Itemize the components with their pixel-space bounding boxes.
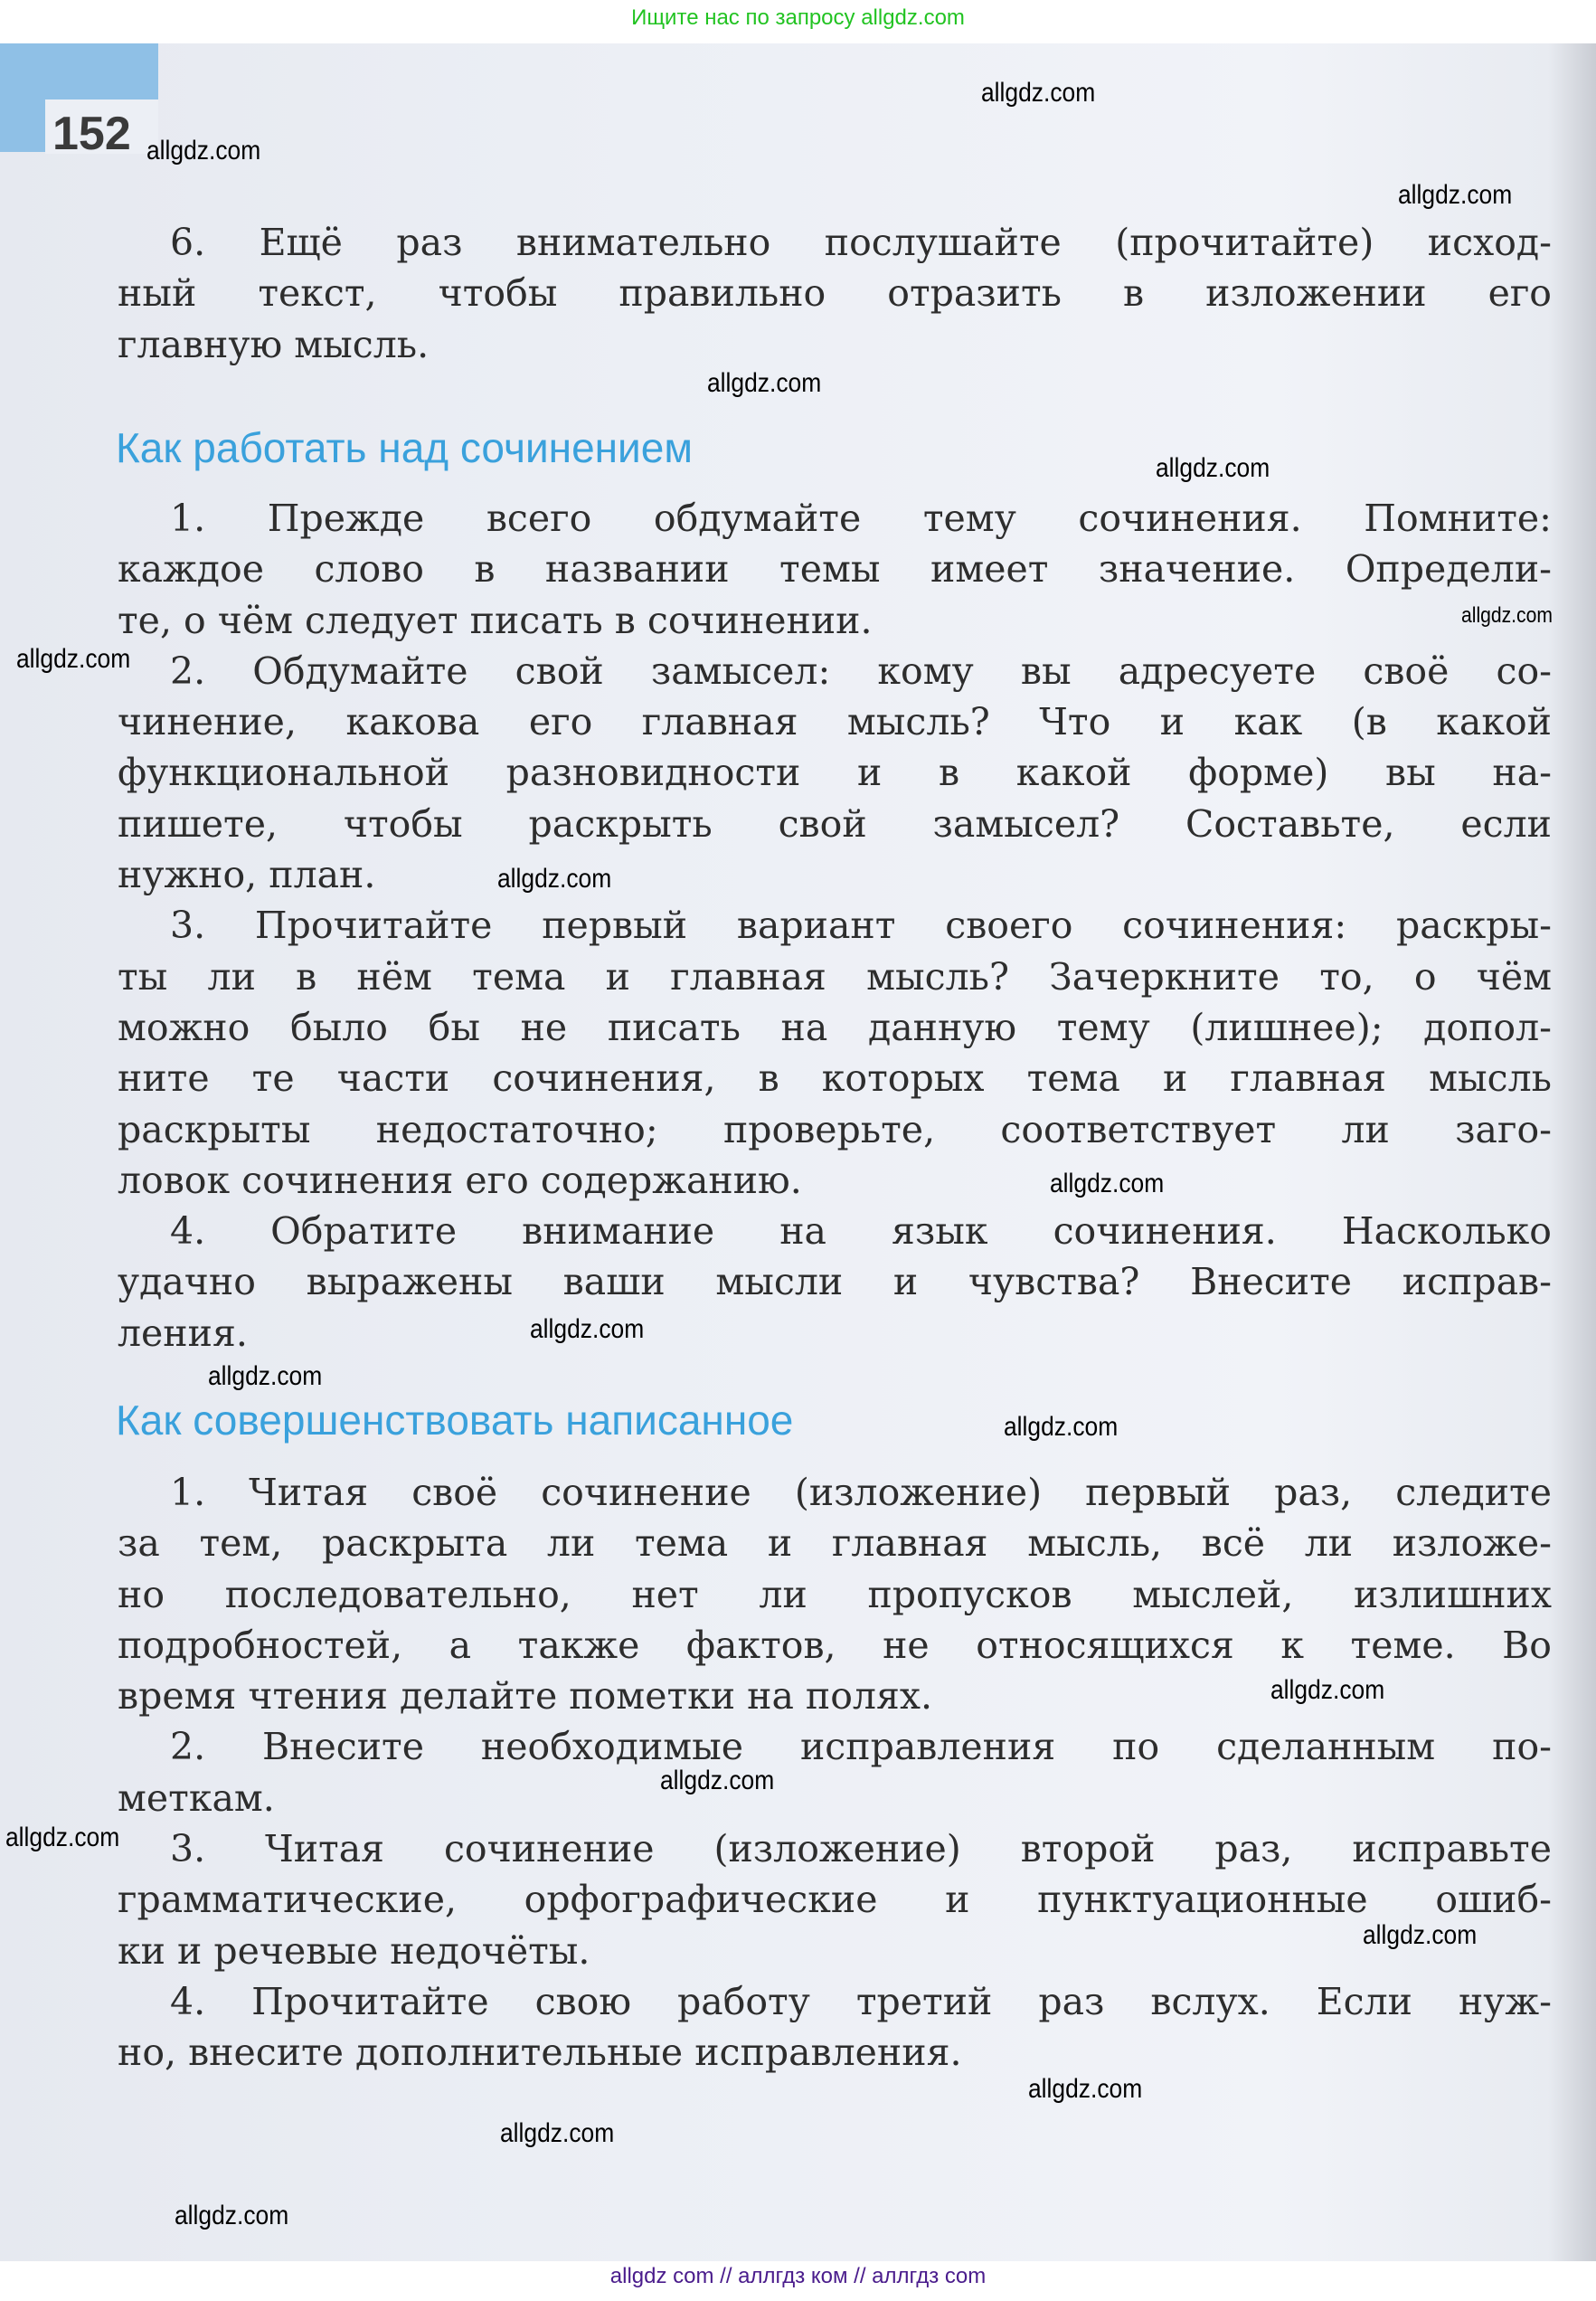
text-line: ты ли в нём тема и главная мысль? Зачеркните то, о чём	[118, 954, 1552, 999]
watermark: allgdz.com	[1461, 603, 1553, 628]
text-line: 4. Обратите внимание на язык сочинения. Насколько	[170, 1209, 1552, 1254]
text-line: 1. Прежде всего обдумайте тему сочинения. Помните:	[170, 497, 1552, 540]
text-line: ловок сочинения его содержанию.	[118, 1158, 802, 1202]
text-line: чинение, какова его главная мысль? Что и как (в какой	[118, 700, 1552, 744]
text-line: ните те части сочинения, в которых тема и главная мысль	[118, 1056, 1552, 1101]
text-line: 2. Внесите необходимые исправления по сделанным по-	[170, 1725, 1552, 1769]
section-heading-writing: Как работать над сочинением	[116, 424, 693, 471]
text-line: те, о чём следует писать в сочинении.	[118, 598, 873, 642]
paragraph	[118, 900, 1552, 1206]
text-line: 4. Прочитайте свою работу третий раз вслух. Если нуж-	[170, 1979, 1552, 2023]
watermark: allgdz.com	[175, 2201, 289, 2230]
top-banner: Ищите нас по запросу allgdz.com	[631, 5, 965, 30]
watermark: allgdz.com	[1156, 453, 1270, 483]
paragraph	[118, 1823, 1552, 1976]
text-line: подробностей, а также фактов, не относящихся к теме. Во	[118, 1623, 1552, 1667]
text-line: раскрыты недостаточно; проверьте, соответствует ли заго-	[118, 1107, 1552, 1151]
text-line: пишете, чтобы раскрыть свой замысел? Составьте, если	[118, 801, 1552, 846]
text-line: но последовательно, нет ли пропусков мыслей, излишних	[118, 1572, 1552, 1616]
text-line: 3. Читая сочинение (изложение) второй раз, исправьте	[170, 1827, 1552, 1871]
watermark: allgdz.com	[500, 2118, 615, 2148]
watermark: allgdz.com	[16, 644, 131, 674]
text-line: ки и речевые недочёты.	[118, 1928, 590, 1973]
watermark: allgdz.com	[981, 78, 1096, 108]
watermark: allgdz.com	[1028, 2074, 1143, 2104]
paragraph	[118, 217, 1552, 370]
watermark: allgdz.com	[497, 864, 612, 894]
watermark: allgdz.com	[1398, 180, 1513, 210]
paragraph	[118, 646, 1552, 900]
page-number: 152	[52, 108, 131, 160]
section-writing	[118, 493, 1552, 1359]
text-line: меткам.	[118, 1775, 275, 1820]
text-line: время чтения делайте пометки на полях.	[118, 1674, 932, 1719]
text-line: 1. Читая своё сочинение (изложение) первый раз, следите	[170, 1471, 1552, 1514]
text-line: ный текст, чтобы правильно отразить в изложении его	[118, 271, 1552, 316]
paragraph	[118, 1721, 1552, 1823]
intro-block	[118, 217, 1552, 370]
text-line: каждое слово в названии темы имеет значение. Определи-	[118, 547, 1552, 592]
watermark: allgdz.com	[208, 1361, 323, 1391]
watermark: allgdz.com	[1363, 1920, 1478, 1950]
paragraph	[118, 493, 1552, 646]
watermark: allgdz.com	[530, 1314, 645, 1344]
watermark: allgdz.com	[660, 1766, 775, 1795]
text-line: за тем, раскрыта ли тема и главная мысль, всё ли изложе-	[118, 1521, 1552, 1566]
watermark: allgdz.com	[146, 136, 261, 166]
text-line: 2. Обдумайте свой замысел: кому вы адресуете своё со-	[170, 649, 1552, 693]
paragraph	[118, 1976, 1552, 2078]
text-line: удачно выражены ваши мысли и чувства? Внесите исправ-	[118, 1260, 1552, 1304]
watermark: allgdz.com	[707, 368, 822, 398]
text-line: 3. Прочитайте первый вариант своего сочинения: раскры-	[170, 904, 1552, 948]
text-line: грамматические, орфографические и пунктуационные ошиб-	[118, 1878, 1552, 1922]
watermark: allgdz.com	[5, 1823, 120, 1852]
watermark: allgdz.com	[1270, 1675, 1385, 1705]
text-line: 6. Ещё раз внимательно послушайте (прочитайте) исход-	[170, 221, 1552, 264]
text-line: можно было бы не писать на данную тему (лишнее); допол-	[118, 1005, 1552, 1049]
bottom-banner: allgdz com // аллгдз ком // аллгдз com	[609, 2264, 987, 2288]
text-line: функциональной разновидности и в какой форме) вы на-	[118, 751, 1552, 795]
text-line: главную мысль.	[118, 322, 430, 366]
paragraph	[118, 1206, 1552, 1359]
text-line: ления.	[118, 1311, 248, 1355]
text-line: нужно, план.	[118, 853, 376, 897]
text-line: но, внесите дополнительные исправления.	[118, 2031, 962, 2075]
section-heading-improving: Как совершенствовать написанное	[116, 1397, 794, 1444]
watermark: allgdz.com	[1004, 1412, 1119, 1442]
section-improving	[118, 1467, 1552, 2078]
watermark: allgdz.com	[1050, 1169, 1165, 1198]
